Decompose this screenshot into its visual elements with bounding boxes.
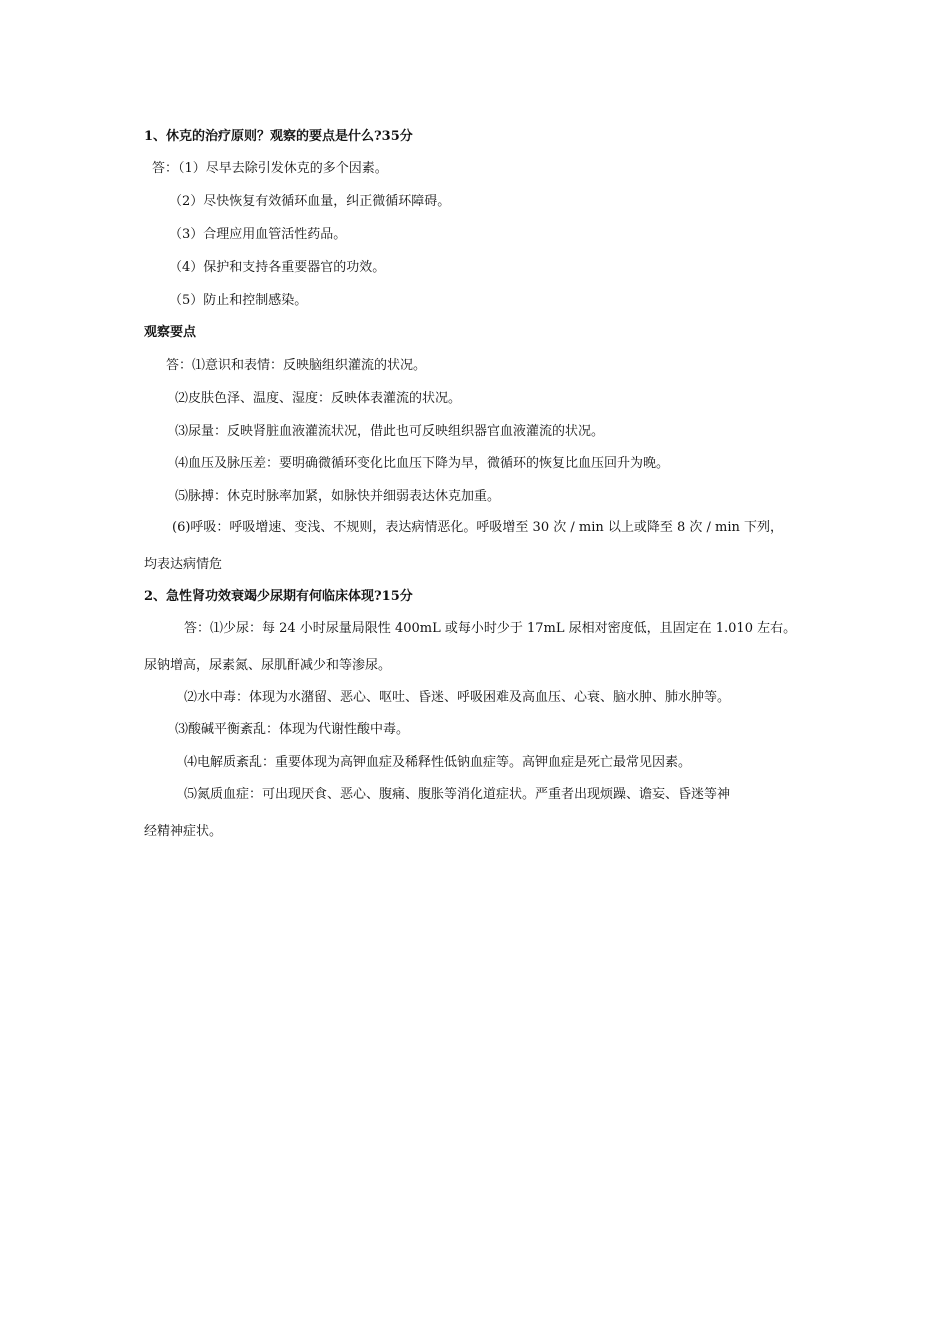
q2-answer-line-3: ⑵水中毒：体现为水潴留、恶心、呕吐、昏迷、呼吸困难及高血压、心衰、脑水肿、肺水肿等。 (184, 690, 731, 705)
q2-answer-line-1: 答：⑴少尿：每 24 小时尿量局限性 400mL 或每小时少于 17mL 尿相对密度低，且固定在 1.010 左右。 (184, 621, 797, 636)
observation-line-3: ⑶尿量：反映肾脏血液灌流状况，借此也可反映组织器官血液灌流的状况。 (175, 424, 605, 439)
q1-answer-line-3: （3）合理应用血管活性药品。 (169, 227, 347, 242)
observation-line-1: 答：⑴意识和表情：反映脑组织灌流的状况。 (166, 358, 427, 373)
q1-answer-line-4: （4）保护和支持各重要器官的功效。 (169, 260, 386, 275)
question-2-title: 2、急性肾功效衰竭少尿期有何临床体现?15分 (144, 589, 413, 604)
q2-answer-line-7: 经精神症状。 (144, 824, 223, 839)
q2-answer-line-5: ⑷电解质紊乱：重要体现为高钾血症及稀释性低钠血症等。高钾血症是死亡最常见因素。 (184, 755, 692, 770)
q2-answer-line-4: ⑶酸碱平衡紊乱：体现为代谢性酸中毒。 (175, 722, 410, 737)
q2-answer-line-6: ⑸氮质血症：可出现厌食、恶心、腹痛、腹胀等消化道症状。严重者出现烦躁、谵妄、昏迷等神 (184, 787, 731, 802)
observation-line-6: (6)呼吸：呼吸增速、变浅、不规则，表达病情恶化。呼吸增至 30 次 / min 以上或降至 8 次 / min 下列， (172, 520, 784, 535)
observation-line-5: ⑸脉搏：休克时脉率加紧，如脉快并细弱表达休克加重。 (175, 489, 501, 504)
observation-line-2: ⑵皮肤色泽、温度、湿度：反映体表灌流的状况。 (175, 391, 462, 406)
q2-answer-line-2: 尿钠增高，尿素氮、尿肌酐减少和等渗尿。 (144, 658, 392, 673)
q1-answer-line-2: （2）尽快恢复有效循环血量，纠正微循环障碍。 (169, 194, 451, 209)
observation-line-4: ⑷血压及脉压差：要明确微循环变化比血压下降为早，微循环的恢复比血压回升为晚。 (175, 456, 670, 471)
q1-answer-line-1: 答：（1）尽早去除引发休克的多个因素。 (152, 161, 388, 176)
question-1-title: 1、休克的治疗原则？观察的要点是什么?35分 (144, 129, 413, 144)
observation-title: 观察要点 (144, 325, 197, 340)
q1-answer-line-5: （5）防止和控制感染。 (169, 293, 308, 308)
observation-line-7: 均表达病情危 (144, 557, 223, 572)
